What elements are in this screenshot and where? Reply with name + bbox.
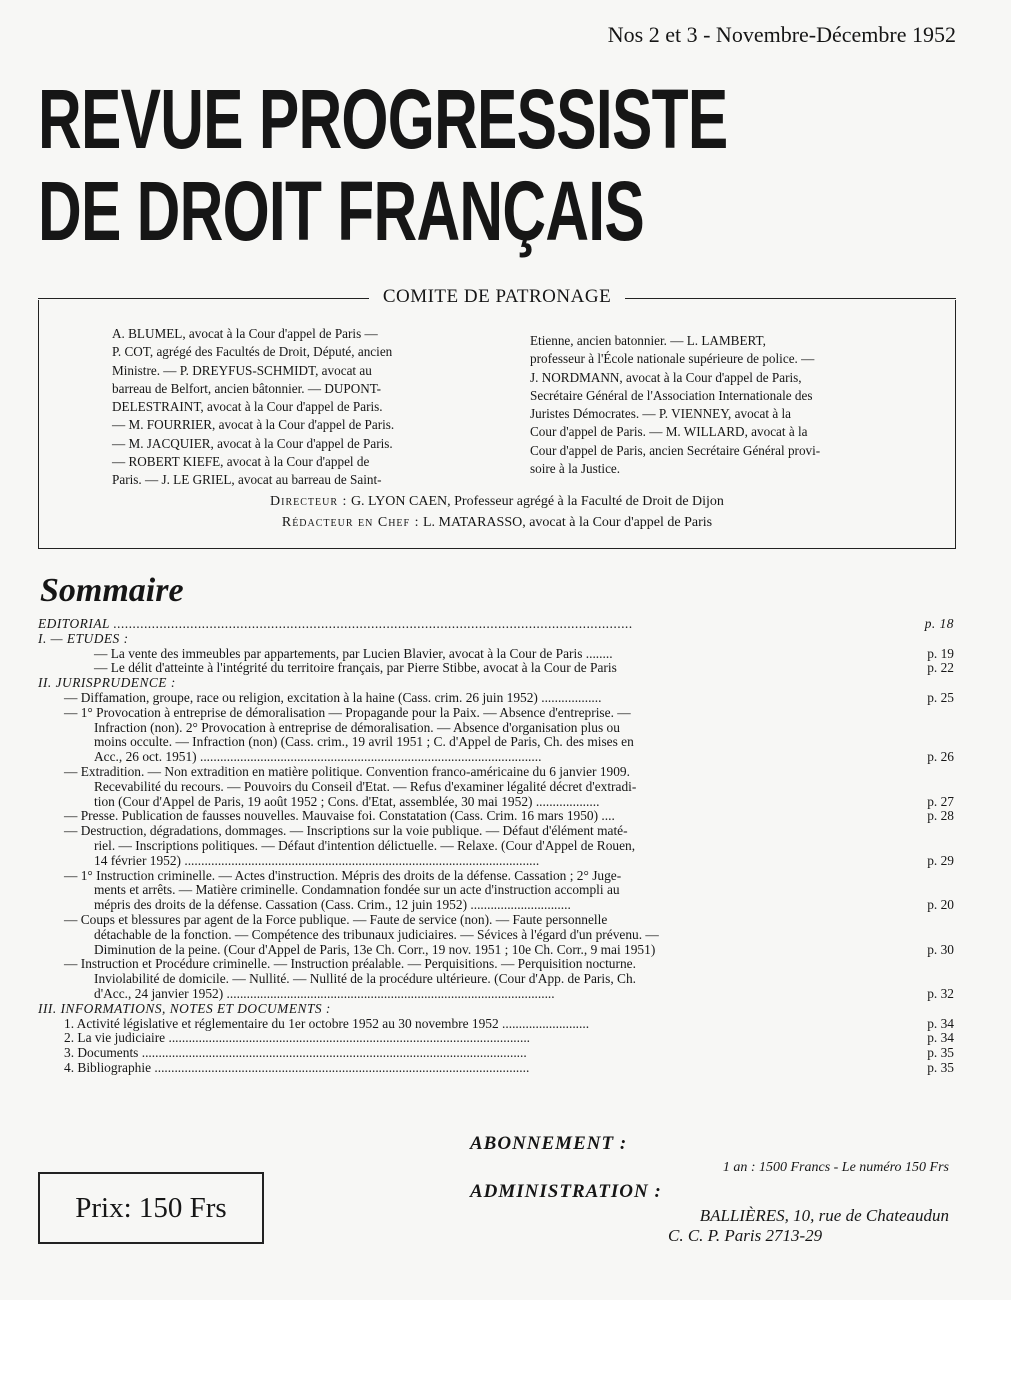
masthead-line-1: REVUE PROGRESSISTE [38, 72, 728, 166]
toc-row [38, 617, 956, 632]
toc-entry-text: — Le délit d'atteinte à l'intégrité du territoire français, par Pierre Stibbe, avocat à la Cour de Paris [94, 660, 617, 676]
toc-entry-text: détachable de la fonction. — Compétence des tribunaux judiciaires. — Sévices à l'égard d'un prévenu. — [94, 926, 659, 942]
toc-entry-text: 14 février 1952) .......................................................................................................... [94, 852, 540, 868]
toc-row [38, 972, 956, 987]
toc-entry-text: 2. La vie judiciaire ............................................................................................................ [64, 1030, 531, 1046]
toc-row [38, 1061, 956, 1076]
toc-row [38, 913, 956, 928]
toc-entry-text: Diminution de la peine. (Cour d'Appel de Paris, 13e Ch. Corr., 19 nov. 1951 ; 10e Ch. Corr., 9 mai 1951) [94, 941, 656, 957]
toc-row [38, 1031, 956, 1046]
toc-page-number: p. 20 [927, 897, 954, 913]
patronage-line: barreau de Belfort, ancien bâtonnier. — DUPONT- [112, 380, 382, 396]
toc-row [38, 957, 956, 972]
toc-row [38, 928, 956, 943]
toc-page-number: p. 28 [927, 808, 954, 824]
directeur-line [38, 494, 956, 510]
toc-entry-text: — Coups et blessures par agent de la Force publique. — Faute de service (non). — Faute personnelle [64, 911, 608, 927]
toc-row [38, 691, 956, 706]
toc-page-number: p. 19 [927, 645, 954, 661]
toc-row [38, 721, 956, 736]
toc-entry-text: — Instruction et Procédure criminelle. — Instruction préalable. — Perquisitions. — Perquisition nocturne. [64, 956, 636, 972]
toc-row [38, 750, 956, 765]
patronage-line: — M. FOURRIER, avocat à la Cour d'appel de Paris. [112, 417, 395, 433]
patronage-title: COMITE DE PATRONAGE [369, 286, 625, 307]
toc-entry-text: riel. — Inscriptions politiques. — Défaut d'intention délictuelle. — Relaxe. (Cour d'Appel de Rouen, [94, 837, 636, 853]
toc-row [38, 661, 956, 676]
toc-page-number: p. 27 [927, 793, 954, 809]
directeur-name: G. LYON CAEN, Professeur agrégé à la Faculté de Droit de Dijon [350, 494, 724, 509]
toc-row [38, 706, 956, 721]
redacteur-name: L. MATARASSO, avocat à la Cour d'appel de Paris [422, 515, 713, 530]
price-box [38, 1172, 264, 1244]
toc-row [38, 987, 956, 1002]
toc-page-number: p. 35 [927, 1059, 954, 1075]
toc-page-number: p. 22 [927, 660, 954, 676]
abonnement-label: ABONNEMENT : [470, 1133, 628, 1154]
administration-label: ADMINISTRATION : [470, 1181, 662, 1202]
patronage-left-column [112, 325, 455, 490]
toc-entry-text: Inviolabilité de domicile. — Nullité. — Nullité de la procédure ultérieure. (Cour d'App. de Paris, Ch. [94, 971, 636, 987]
toc-entry-text: 4. Bibliographie ................................................................................................................ [64, 1059, 530, 1075]
toc-entry-text: 1. Activité législative et réglementaire du 1er octobre 1952 au 30 novembre 1952 .......................... [64, 1015, 590, 1031]
patronage-line: Juristes Démocrates. — P. VIENNEY, avocat à la [530, 406, 792, 422]
masthead-line-2: DE DROIT FRANÇAIS [38, 164, 645, 258]
issue-number: Nos 2 et 3 - Novembre-Décembre 1952 [607, 22, 956, 47]
toc-row [38, 943, 956, 958]
toc-row [38, 898, 956, 913]
patronage-line: J. NORDMANN, avocat à la Cour d'appel de Paris, [530, 369, 802, 385]
toc-entry-text: tion (Cour d'Appel de Paris, 19 août 1952 ; Cons. d'Etat, assemblée, 30 mai 1952) ................... [94, 793, 600, 809]
patronage-line: Etienne, ancien batonnier. — L. LAMBERT, [530, 333, 766, 348]
toc-entry-text: — La vente des immeubles par appartements, par Lucien Blavier, avocat à la Cour de Paris ........ [94, 645, 613, 661]
administration-address: BALLIÈRES, 10, rue de Chateaudun [699, 1206, 949, 1225]
toc-row [38, 1002, 956, 1017]
toc-entry-text: Infraction (non). 2° Provocation à entreprise de démoralisation. — Absence d'organisation plus ou [94, 719, 620, 735]
toc-page-number: p. 30 [927, 941, 954, 957]
toc-row [38, 1046, 956, 1061]
toc-entry-text: I. — ETUDES : [38, 630, 129, 646]
table-of-contents [38, 617, 956, 1076]
toc-page-number: p. 34 [927, 1030, 954, 1046]
redacteur-label: Rédacteur en Chef : [281, 515, 420, 530]
patronage-line: Secrétaire Général de l'Association Internationale des [530, 387, 813, 403]
abonnement-text: 1 an : 1500 Francs - Le numéro 150 Frs [722, 1160, 949, 1175]
patronage-line: — M. JACQUIER, avocat à la Cour d'appel de Paris. [112, 435, 393, 451]
toc-entry-text: EDITORIAL ....................................................................................................................................... [38, 616, 633, 631]
price-text: Prix: 150 Frs [75, 1191, 227, 1224]
patronage-line: — ROBERT KIEFE, avocat à la Cour d'appel de [112, 454, 370, 470]
toc-entry-text: — Extradition. — Non extradition en matière politique. Convention franco-américaine du 6 janvier 1909. [64, 763, 630, 779]
toc-entry-text: 3. Documents ................................................................................................................... [64, 1045, 527, 1061]
toc-entry-text: III. INFORMATIONS, NOTES ET DOCUMENTS : [38, 1000, 331, 1016]
toc-entry-text: — 1° Provocation à entreprise de démoralisation — Propagande pour la Paix. — Absence d'entreprise. — [64, 704, 631, 720]
patronage-line: soire à la Justice. [530, 461, 621, 477]
toc-page-number: p. 34 [927, 1015, 954, 1031]
toc-entry-text: — Diffamation, groupe, race ou religion, excitation à la haine (Cass. crim. 26 juin 1952) .................. [64, 689, 602, 705]
toc-page-number: p. 35 [927, 1045, 954, 1061]
patronage-right-column [530, 332, 885, 478]
toc-row [38, 632, 956, 647]
toc-entry-text: — Destruction, dégradations, dommages. — Inscriptions sur la voie publique. — Défaut d'élément maté- [64, 823, 628, 839]
toc-row [38, 1017, 956, 1032]
toc-row [38, 765, 956, 780]
patronage-line: P. COT, agrégé des Facultés de Droit, Député, ancien [112, 344, 393, 360]
toc-row [38, 854, 956, 869]
toc-page-number: p. 32 [927, 985, 954, 1001]
patronage-line: Paris. — J. LE GRIEL, avocat au barreau de Saint- [112, 472, 382, 488]
patronage-line: Ministre. — P. DREYFUS-SCHMIDT, avocat au [112, 362, 372, 378]
administration-ccp: C. C. P. Paris 2713-29 [668, 1226, 823, 1245]
toc-row [38, 809, 956, 824]
masthead [38, 72, 738, 258]
toc-entry-text: ments et arrêts. — Matière criminelle. Condamnation fondée sur un acte d'instruction accompli au [94, 882, 620, 898]
toc-entry-text: Acc., 26 oct. 1951) ...................................................................................................... [94, 749, 542, 765]
toc-page-number: p. 25 [927, 689, 954, 705]
toc-entry-text: mépris des droits de la défense. Cassation (Cass. Crim., 12 juin 1952) .............................. [94, 897, 571, 913]
toc-row [38, 795, 956, 810]
toc-page-number: p. 26 [927, 749, 954, 765]
toc-page-number: p. 18 [924, 616, 954, 631]
patronage-line: A. BLUMEL, avocat à la Cour d'appel de Paris — [112, 326, 378, 341]
toc-entry-text: moins occulte. — Infraction (non) (Cass. crim., 19 avril 1951 ; C. d'Appel de Paris, Ch. des mises en [94, 734, 634, 750]
toc-entry-text: d'Acc., 24 janvier 1952) .................................................................................................. [94, 985, 555, 1001]
patronage-line: Cour d'appel de Paris, ancien Secrétaire Général provi- [530, 442, 821, 458]
toc-entry-text: Recevabilité du recours. — Pouvoirs du Conseil d'Etat. — Refus d'examiner légalité décret d'extradi- [94, 778, 637, 794]
toc-row [38, 647, 956, 662]
toc-row [38, 824, 956, 839]
toc-row [38, 735, 956, 750]
sommaire-title: Sommaire [40, 572, 184, 609]
toc-row [38, 883, 956, 898]
toc-row [38, 839, 956, 854]
toc-entry-text: — 1° Instruction criminelle. — Actes d'instruction. Mépris des droits de la défense. Cassation ; 2° Juge- [64, 867, 622, 883]
toc-row [38, 869, 956, 884]
patronage-line: Cour d'appel de Paris. — M. WILLARD, avocat à la [530, 424, 808, 440]
patronage-line: DELESTRAINT, avocat à la Cour d'appel de Paris. [112, 399, 383, 415]
toc-page-number: p. 29 [927, 852, 954, 868]
redacteur-line [38, 515, 956, 531]
toc-row [38, 676, 956, 691]
directeur-label: Directeur : [270, 494, 348, 509]
toc-entry-text: — Presse. Publication de fausses nouvelles. Mauvaise foi. Constatation (Cass. Crim. 16 mars 1950) .... [64, 808, 615, 824]
toc-entry-text: II. JURISPRUDENCE : [38, 675, 176, 691]
patronage-line: professeur à l'École nationale supérieure de police. — [530, 351, 815, 367]
toc-row [38, 780, 956, 795]
